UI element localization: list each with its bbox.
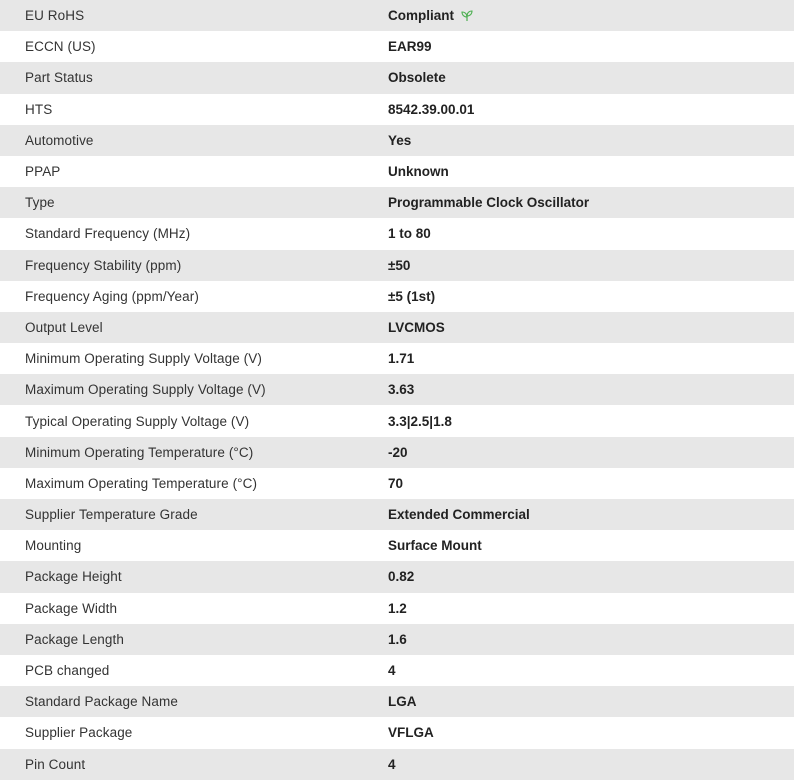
spec-row-frequency-aging [0,281,794,312]
spec-value: 1.2 [388,600,407,616]
spec-label: Minimum Operating Supply Voltage (V) [25,351,262,367]
spec-label: Frequency Stability (ppm) [25,257,182,273]
spec-value: 1.71 [388,351,415,367]
spec-row-max-temperature [0,468,794,499]
spec-row-part-status [0,62,794,93]
spec-label: Supplier Package [25,725,133,741]
spec-row-automotive [0,125,794,156]
spec-value: LGA [388,694,417,710]
spec-row-ppap [0,156,794,187]
spec-value: 70 [388,475,404,491]
spec-row-standard-frequency [0,218,794,249]
spec-value: 3.63 [388,382,415,398]
spec-row-temperature-grade [0,499,794,530]
spec-value: 8542.39.00.01 [388,101,475,117]
spec-label: Standard Package Name [25,694,178,710]
spec-label: EU RoHS [25,8,85,24]
spec-value: 1.6 [388,631,407,647]
spec-row-typ-supply-voltage [0,405,794,436]
spec-label: Supplier Temperature Grade [25,507,198,523]
spec-value: 0.82 [388,569,415,585]
spec-row-pin-count [0,749,794,780]
spec-label: PCB changed [25,663,110,679]
spec-row-mounting [0,530,794,561]
spec-label: Type [25,195,55,211]
spec-label: PPAP [25,164,61,180]
spec-row-standard-package-name [0,686,794,717]
spec-row-supplier-package [0,717,794,748]
spec-label: Package Height [25,569,122,585]
spec-row-package-width [0,593,794,624]
spec-row-max-supply-voltage [0,374,794,405]
spec-label: HTS [25,101,53,117]
spec-label: ECCN (US) [25,39,96,55]
spec-value: EAR99 [388,39,432,55]
spec-value: Extended Commercial [388,507,530,523]
spec-value: Surface Mount [388,538,482,554]
spec-value: ±50 [388,257,411,273]
spec-row-frequency-stability [0,250,794,281]
spec-row-type [0,187,794,218]
spec-row-min-temperature [0,437,794,468]
spec-row-output-level [0,312,794,343]
spec-value: Yes [388,132,412,148]
spec-label: Pin Count [25,756,86,772]
spec-label: Frequency Aging (ppm/Year) [25,288,199,304]
spec-row-pcb-changed [0,655,794,686]
spec-label: Part Status [25,70,93,86]
spec-value: -20 [388,444,408,460]
spec-value: 4 [388,756,396,772]
spec-row-package-length [0,624,794,655]
spec-row-hts [0,94,794,125]
spec-value: Obsolete [388,70,446,86]
spec-row-min-supply-voltage [0,343,794,374]
leaf-icon [460,9,474,23]
spec-label: Standard Frequency (MHz) [25,226,191,242]
spec-value [388,8,794,23]
spec-label: Minimum Operating Temperature (°C) [25,444,254,460]
spec-label: Mounting [25,538,82,554]
spec-label: Maximum Operating Temperature (°C) [25,475,258,491]
spec-value: 1 to 80 [388,226,431,242]
spec-value: VFLGA [388,725,434,741]
spec-row-eu-rohs [0,0,794,31]
spec-label: Typical Operating Supply Voltage (V) [25,413,250,429]
spec-label: Package Width [25,600,118,616]
spec-value: LVCMOS [388,319,445,335]
spec-value: Unknown [388,164,449,180]
spec-value: 4 [388,663,396,679]
spec-label: Automotive [25,132,94,148]
spec-value: Programmable Clock Oscillator [388,195,590,211]
spec-row-package-height [0,561,794,592]
spec-value-text: Compliant [388,8,454,24]
spec-label: Output Level [25,319,103,335]
spec-row-eccn [0,31,794,62]
spec-label: Maximum Operating Supply Voltage (V) [25,382,266,398]
spec-value: 3.3|2.5|1.8 [388,413,452,429]
spec-value: ±5 (1st) [388,288,436,304]
spec-label: Package Length [25,631,124,647]
